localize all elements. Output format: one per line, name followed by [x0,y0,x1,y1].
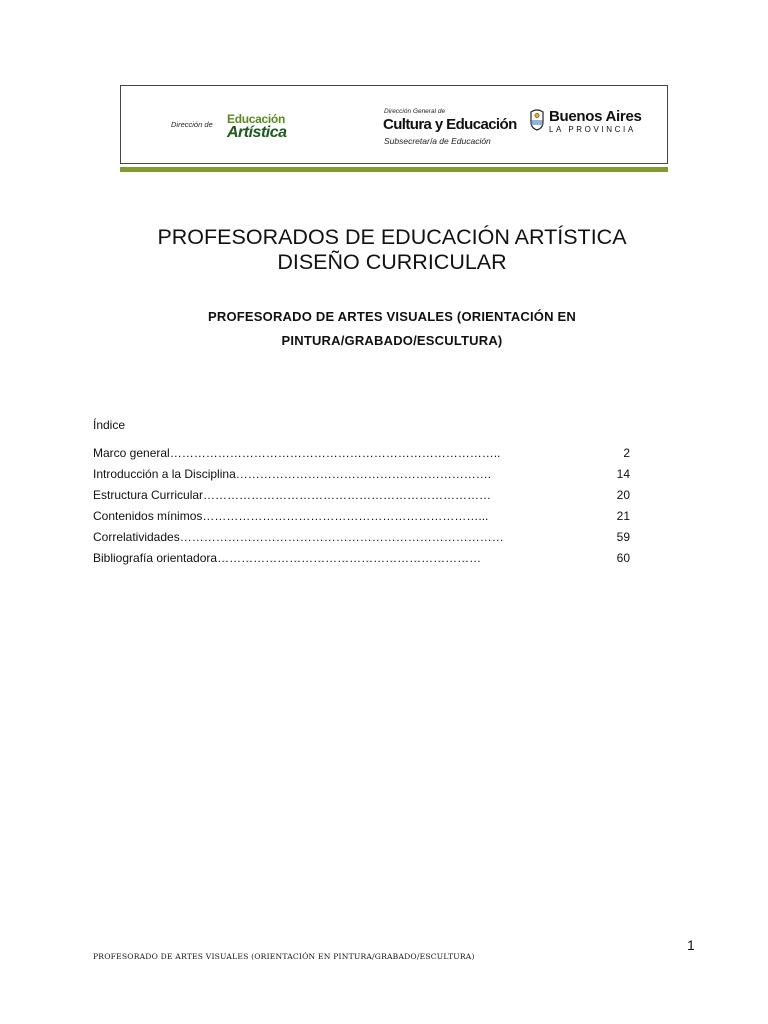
logo-artistica-text: Artística [227,124,287,141]
coat-of-arms-icon [529,109,545,131]
toc-entry-page: 21 [616,509,630,523]
page-number: 1 [687,937,695,953]
toc-entry-page: 60 [616,551,630,565]
toc-entry-page: 2 [623,446,630,460]
toc-entry[interactable] [93,446,633,467]
logo-direccion-text: Dirección de [171,120,213,129]
toc-entry-page: 59 [616,530,630,544]
toc-entry-label: Correlatividades……………………………………………………………………… [93,530,504,544]
toc-entry-label: Introducción a la Disciplina………………………………………………………. [93,467,492,481]
buenos-aires-logo [549,108,642,135]
toc-entry-page: 14 [616,467,630,481]
document-subtitle-line2: PINTURA/GRABADO/ESCULTURA) [281,333,503,348]
toc-entry-label: Bibliografía orientadora………………………………………………………… [93,551,482,565]
logo-buenos-aires-text: Buenos Aires [549,108,642,125]
cultura-educacion-logo [383,108,533,153]
table-of-contents [93,446,633,572]
index-heading: Índice [93,418,126,432]
document-title-line2: DISEÑO CURRICULAR [277,250,507,274]
toc-entry[interactable] [93,530,633,551]
educacion-artistica-logo [171,108,301,148]
toc-entry-page: 20 [616,488,630,502]
header-logo-box [120,85,668,164]
logo-educacion-text: Educación [227,112,285,126]
toc-entry-label: Estructura Curricular……………………………………………………………… [93,488,492,502]
toc-entry[interactable] [93,509,633,530]
toc-entry[interactable] [93,551,633,572]
toc-entry[interactable] [93,488,633,509]
toc-entry-label: Marco general……………………………………………………………………….. [93,446,501,460]
toc-entry[interactable] [93,467,633,488]
document-title-line1: PROFESORADOS DE EDUCACIÓN ARTÍSTICA [157,225,627,249]
logo-subsecretaria-text: Subsecretaría de Educación [384,136,491,146]
logo-cultura-text: Cultura y Educación [383,116,517,133]
logo-la-provincia-text: LA PROVINCIA [549,125,636,134]
page-footer: PROFESORADO DE ARTES VISUALES (ORIENTACIÓN EN PINTURA/GRABADO/ESCULTURA) [93,952,475,961]
header-divider-bar [120,167,668,172]
document-subtitle-line1: PROFESORADO DE ARTES VISUALES (ORIENTACIÓN EN [208,309,576,324]
logo-direccion-general-text: Dirección General de [384,108,446,115]
toc-entry-label: Contenidos mínimos……………………………………………………………... [93,509,489,523]
